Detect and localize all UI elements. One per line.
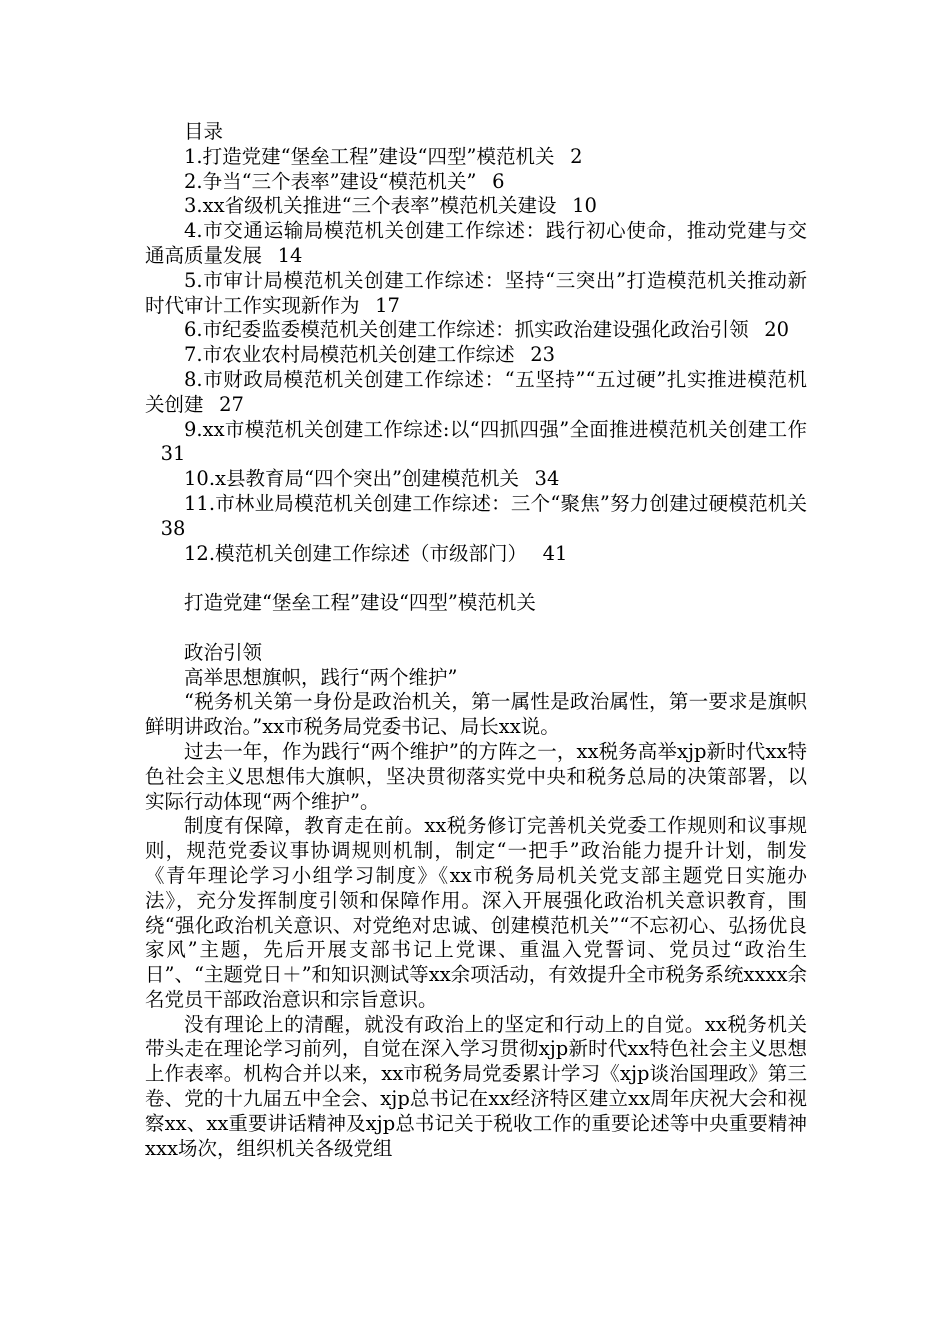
toc-item-page: 17 xyxy=(375,293,400,317)
toc-item-title: 8.市财政局模范机关创建工作综述：“五坚持”“五过硬”扎实推进模范机关创建 xyxy=(145,367,807,416)
toc-item-page: 14 xyxy=(277,243,303,267)
toc-item-page: 38 xyxy=(160,516,186,540)
body-paragraph: 没有理论上的清醒，就没有政治上的坚定和行动上的自觉。xx税务机关带头走在理论学习前列，自觉在深入学习贯彻xjp新时代xx特色社会主义思想上作表率。机构合并以来，xx市税务局党委累计学习《xjp谈治国理政》第三卷、党的十九届五中全会、xjp总书记在xx经济特区建立xx周年庆祝大会和视察xx、xx重要讲话精神及xjp总书记关于税收工作的重要论述等中央重要精神xxx场次，组织机关各级党组 xyxy=(145,1012,807,1160)
toc-item-title: 11.市林业局模范机关创建工作综述：三个“聚焦”努力创建过硬模范机关 xyxy=(184,491,807,515)
body-paragraph: “税务机关第一身份是政治机关，第一属性是政治属性，第一要求是旗帜鲜明讲政治。”xx市税务局党委书记、局长xx说。 xyxy=(145,690,807,739)
toc-item[interactable] xyxy=(145,269,807,319)
blank-line xyxy=(145,616,807,641)
toc-item[interactable] xyxy=(145,418,807,468)
toc-item-page: 27 xyxy=(219,392,244,416)
toc-item-page: 6 xyxy=(492,169,505,193)
toc-item-title: 10.x县教育局“四个突出”创建模范机关 xyxy=(184,467,519,491)
toc-item[interactable] xyxy=(145,542,807,567)
article-title: 打造党建“堡垒工程”建设“四型”模范机关 xyxy=(184,591,536,615)
toc-item[interactable] xyxy=(145,343,807,368)
toc-item-page: 2 xyxy=(570,144,583,168)
toc-item[interactable] xyxy=(145,318,807,343)
section-heading: 政治引领 xyxy=(184,640,263,664)
toc-item-page: 23 xyxy=(530,343,556,367)
toc-item-title: 2.争当“三个表率”建设“模范机关” xyxy=(184,169,477,193)
blank-line xyxy=(145,566,807,591)
toc-item-title: 12.模范机关创建工作综述（市级部门） xyxy=(184,541,528,565)
toc-item-title: 9.xx市模范机关创建工作综述:以“四抓四强”全面推进模范机关创建工作 xyxy=(184,417,807,441)
toc-item-page: 41 xyxy=(542,541,568,565)
sub-heading: 高举思想旗帜，践行“两个维护” xyxy=(184,665,458,689)
document-page xyxy=(145,120,807,1161)
toc-item[interactable] xyxy=(145,492,807,542)
toc-item-title: 7.市农业农村局模范机关创建工作综述 xyxy=(184,343,515,367)
toc-item[interactable] xyxy=(145,194,807,219)
toc-heading: 目录 xyxy=(184,120,224,143)
toc-item-title: 5.市审计局模范机关创建工作综述：坚持“三突出”打造模范机关推动新时代审计工作实现新作为 xyxy=(145,268,807,317)
toc-item-page: 20 xyxy=(764,318,790,342)
body-paragraph: 过去一年，作为践行“两个维护”的方阵之一，xx税务高举xjp新时代xx特色社会主义思想伟大旗帜，坚决贯彻落实党中央和税务总局的决策部署，以实际行动体现“两个维护”。 xyxy=(145,739,807,813)
toc-item[interactable] xyxy=(145,219,807,269)
body-paragraph: 制度有保障，教育走在前。xx税务修订完善机关党委工作规则和议事规则，规范党委议事协调规则机制，制定“一把手”政治能力提升计划，制发《青年理论学习小组学习制度》《xx市税务局机关党支部主题党日实施办法》，充分发挥制度引领和保障作用。深入开展强化政治机关意识教育，围绕“强化政治机关意识、对党绝对忠诚、创建模范机关”“不忘初心、弘扬优良家风”主题，先后开展支部书记上党课、重温入党誓词、党员过“政治生日”、“主题党日＋”和知识测试等xx余项活动，有效提升全市税务系统xxxx余名党员干部政治意识和宗旨意识。 xyxy=(145,814,807,1011)
table-of-contents xyxy=(145,145,807,567)
toc-item[interactable] xyxy=(145,368,807,418)
toc-item[interactable] xyxy=(145,145,807,170)
toc-item-title: 3.xx省级机关推进“三个表率”模范机关建设 xyxy=(184,194,557,218)
toc-item[interactable] xyxy=(145,467,807,492)
toc-item-page: 10 xyxy=(572,194,597,218)
toc-item-page: 31 xyxy=(160,442,186,466)
toc-item-title: 6.市纪委监委模范机关创建工作综述：抓实政治建设强化政治引领 xyxy=(184,318,749,342)
toc-item-title: 4.市交通运输局模范机关创建工作综述：践行初心使命，推动党建与交通高质量发展 xyxy=(145,219,807,267)
toc-item-page: 34 xyxy=(534,467,560,491)
toc-item[interactable] xyxy=(145,170,807,195)
toc-item-title: 1.打造党建“堡垒工程”建设“四型”模范机关 xyxy=(184,144,555,168)
